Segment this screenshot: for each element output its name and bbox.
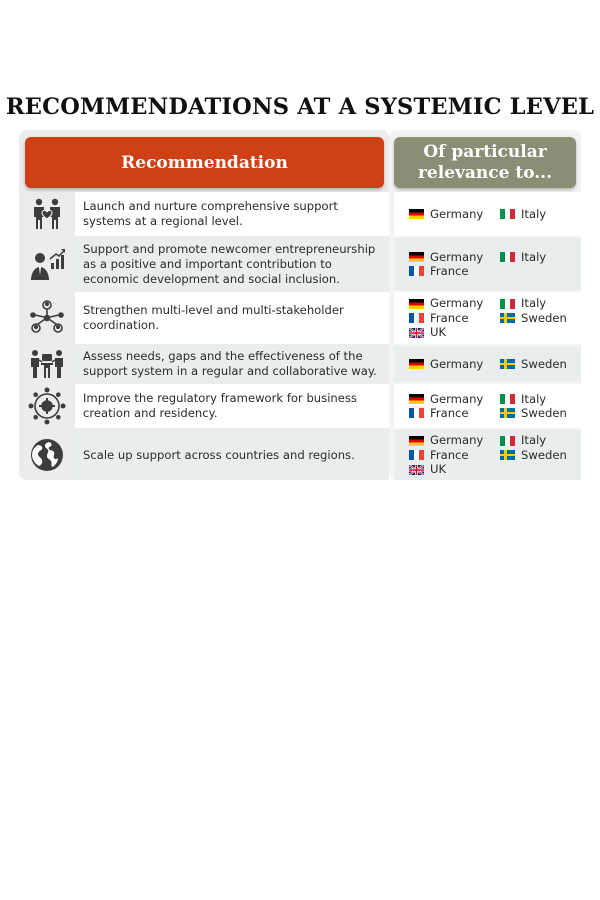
country-italy: Italy	[500, 296, 580, 311]
recommendation-text: Improve the regulatory framework for business creation and residency.	[75, 384, 389, 428]
germany-flag-icon	[409, 436, 424, 446]
country-sweden: Sweden	[500, 311, 580, 326]
relevance-header-label: Of particular relevance to...	[417, 141, 553, 183]
row-icon-cell	[19, 192, 75, 236]
recommendation-header: Recommendation	[25, 137, 384, 188]
germany-flag-icon	[409, 394, 424, 404]
france-flag-icon	[409, 313, 424, 323]
germany-flag-icon	[409, 209, 424, 219]
sweden-flag-icon	[500, 450, 515, 460]
italy-flag-icon	[500, 209, 515, 219]
france-flag-icon	[409, 266, 424, 276]
table-row	[19, 192, 581, 236]
relevance-cell	[394, 384, 581, 428]
country-italy: Italy	[500, 433, 580, 448]
country-germany: Germany	[409, 357, 500, 372]
country-germany: Germany	[409, 250, 500, 265]
support-people-heart-icon	[30, 197, 64, 231]
relevance-cell	[394, 192, 581, 236]
country-germany: Germany	[409, 433, 500, 448]
country-italy: Italy	[500, 392, 580, 407]
country-france: France	[409, 406, 500, 421]
table-row	[19, 384, 581, 428]
row-icon-cell	[19, 238, 75, 290]
germany-flag-icon	[409, 299, 424, 309]
collaboration-assessment-icon	[29, 348, 65, 380]
sweden-flag-icon	[500, 408, 515, 418]
country-uk: UK	[409, 325, 500, 340]
recommendation-text: Strengthen multi-level and multi-stakeholder coordination.	[75, 292, 389, 344]
country-uk: UK	[409, 462, 500, 477]
italy-flag-icon	[500, 299, 515, 309]
recommendation-text: Launch and nurture comprehensive support systems at a regional level.	[75, 192, 389, 236]
germany-flag-icon	[409, 252, 424, 262]
country-germany: Germany	[409, 392, 500, 407]
relevance-cell	[394, 346, 581, 382]
row-icon-cell	[19, 292, 75, 344]
country-sweden: Sweden	[500, 448, 580, 463]
sweden-flag-icon	[500, 313, 515, 323]
relevance-cell	[394, 238, 581, 290]
table-row	[19, 292, 581, 344]
regulatory-gear-people-icon	[28, 387, 66, 425]
row-icon-cell	[19, 346, 75, 382]
entrepreneur-growth-chart-icon	[29, 247, 65, 281]
table-row	[19, 346, 581, 382]
uk-flag-icon	[409, 328, 424, 338]
page-title: RECOMMENDATIONS AT A SYSTEMIC LEVEL	[5, 94, 595, 120]
country-germany: Germany	[409, 207, 500, 222]
table-row	[19, 430, 581, 480]
country-france: France	[409, 264, 500, 279]
recommendation-text: Assess needs, gaps and the effectiveness of the support system in a regular and collaborative way.	[75, 346, 389, 382]
country-italy: Italy	[500, 250, 580, 265]
globe-icon	[29, 437, 65, 473]
relevance-cell	[394, 292, 581, 344]
uk-flag-icon	[409, 465, 424, 475]
row-icon-cell	[19, 430, 75, 480]
france-flag-icon	[409, 408, 424, 418]
country-france: France	[409, 448, 500, 463]
country-italy: Italy	[500, 207, 580, 222]
sweden-flag-icon	[500, 359, 515, 369]
country-sweden: Sweden	[500, 357, 580, 372]
recommendation-text: Scale up support across countries and regions.	[75, 430, 389, 480]
country-sweden: Sweden	[500, 406, 580, 421]
row-icon-cell	[19, 384, 75, 428]
country-france: France	[409, 311, 500, 326]
relevance-header	[394, 137, 576, 188]
country-germany: Germany	[409, 296, 500, 311]
france-flag-icon	[409, 450, 424, 460]
relevance-cell	[394, 430, 581, 480]
italy-flag-icon	[500, 394, 515, 404]
table-row	[19, 238, 581, 290]
recommendation-text: Support and promote newcomer entrepreneurship as a positive and important contribution to economic development and social inclusion.	[75, 238, 389, 290]
italy-flag-icon	[500, 252, 515, 262]
network-stakeholders-icon	[29, 300, 65, 336]
germany-flag-icon	[409, 359, 424, 369]
italy-flag-icon	[500, 436, 515, 446]
